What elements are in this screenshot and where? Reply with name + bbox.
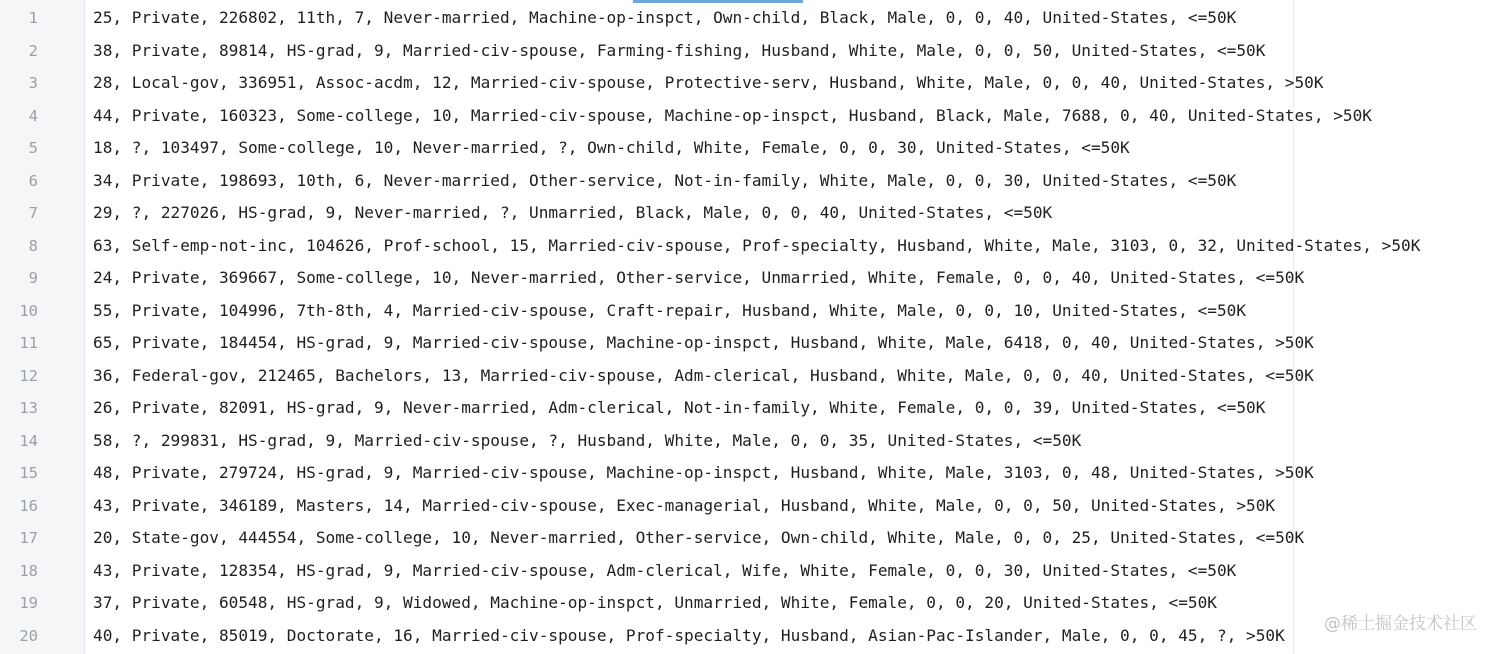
code-line[interactable]: [0, 130, 1499, 163]
code-line[interactable]: [0, 98, 1499, 131]
line-number: 8: [28, 236, 38, 255]
line-number: 2: [28, 41, 38, 60]
line-text[interactable]: 18, ?, 103497, Some-college, 10, Never-married, ?, Own-child, White, Female, 0, 0, 30, United-States, <=50K: [93, 138, 1130, 157]
code-line[interactable]: [0, 228, 1499, 261]
line-text[interactable]: 36, Federal-gov, 212465, Bachelors, 13, Married-civ-spouse, Adm-clerical, Husband, White, Male, 0, 0, 40, United-States, <=50K: [93, 365, 1314, 385]
line-number: 17: [19, 529, 38, 547]
code-line[interactable]: [0, 0, 1499, 33]
line-text[interactable]: 34, Private, 198693, 10th, 6, Never-married, Other-service, Not-in-family, White, Male, 0, 0, 30, United-States, <=50K: [93, 170, 1237, 190]
line-text[interactable]: 65, Private, 184454, HS-grad, 9, Married-civ-spouse, Machine-op-inspct, Husband, White, Male, 6418, 0, 40, United-States, >50K: [93, 333, 1314, 352]
code-line[interactable]: [0, 423, 1499, 456]
line-text[interactable]: 43, Private, 128354, HS-grad, 9, Married-civ-spouse, Adm-clerical, Wife, White, Female, 0, 0, 30, United-States, <=50K: [93, 560, 1237, 580]
code-line[interactable]: [0, 260, 1499, 293]
line-number: 11: [19, 334, 38, 352]
code-line[interactable]: [0, 358, 1499, 391]
line-text[interactable]: 44, Private, 160323, Some-college, 10, Married-civ-spouse, Machine-op-inspct, Husband, Black, Male, 7688, 0, 40, United-States, >50K: [93, 105, 1372, 125]
code-line[interactable]: [0, 618, 1499, 651]
line-number: 12: [19, 366, 38, 385]
line-number: 13: [19, 399, 38, 417]
code-line[interactable]: [0, 585, 1499, 618]
line-number: 9: [28, 269, 38, 287]
line-text[interactable]: 25, Private, 226802, 11th, 7, Never-married, Machine-op-inspct, Own-child, Black, Male, 0, 0, 40, United-States, <=50K: [93, 8, 1237, 27]
line-number: 6: [28, 171, 38, 190]
code-line[interactable]: [0, 325, 1499, 358]
line-number: 16: [19, 496, 38, 515]
line-number: 15: [19, 464, 38, 482]
line-text[interactable]: 38, Private, 89814, HS-grad, 9, Married-civ-spouse, Farming-fishing, Husband, White, Male, 0, 0, 50, United-States, <=50K: [93, 40, 1266, 60]
line-text[interactable]: 20, State-gov, 444554, Some-college, 10, Never-married, Other-service, Own-child, White, Male, 0, 0, 25, United-States, <=50K: [93, 528, 1305, 547]
line-number: 19: [19, 594, 38, 612]
line-text[interactable]: 37, Private, 60548, HS-grad, 9, Widowed, Machine-op-inspct, Unmarried, White, Female, 0, 0, 20, United-States, <=50K: [93, 593, 1217, 612]
code-line[interactable]: [0, 455, 1499, 488]
line-number: 7: [28, 204, 38, 222]
line-text[interactable]: 55, Private, 104996, 7th-8th, 4, Married-civ-spouse, Craft-repair, Husband, White, Male, 0, 0, 10, United-States, <=50K: [93, 300, 1247, 320]
line-text[interactable]: 48, Private, 279724, HS-grad, 9, Married-civ-spouse, Machine-op-inspct, Husband, White, Male, 3103, 0, 48, United-States, >50K: [93, 463, 1314, 482]
line-number: 1: [28, 9, 38, 27]
code-line[interactable]: [0, 33, 1499, 66]
line-number: 14: [19, 431, 38, 450]
code-line[interactable]: [0, 553, 1499, 586]
code-line[interactable]: [0, 195, 1499, 228]
code-line[interactable]: [0, 488, 1499, 521]
line-text[interactable]: 40, Private, 85019, Doctorate, 16, Married-civ-spouse, Prof-specialty, Husband, Asian-Pac-Islander, Male, 0, 0, 45, ?, >50K: [93, 625, 1285, 645]
watermark: @稀土掘金技术社区: [1322, 609, 1479, 634]
line-text[interactable]: 43, Private, 346189, Masters, 14, Married-civ-spouse, Exec-managerial, Husband, White, Male, 0, 0, 50, United-States, >50K: [93, 495, 1276, 515]
line-text[interactable]: 63, Self-emp-not-inc, 104626, Prof-school, 15, Married-civ-spouse, Prof-specialty, Husband, White, Male, 3103, 0, 32, United-States, >50K: [93, 235, 1421, 255]
line-text[interactable]: 26, Private, 82091, HS-grad, 9, Never-married, Adm-clerical, Not-in-family, White, Female, 0, 0, 39, United-States, <=50K: [93, 398, 1266, 417]
code-line[interactable]: [0, 65, 1499, 98]
line-number: 3: [28, 74, 38, 92]
code-line[interactable]: [0, 390, 1499, 423]
code-line[interactable]: [0, 520, 1499, 553]
line-number: 4: [28, 106, 38, 125]
line-text[interactable]: 28, Local-gov, 336951, Assoc-acdm, 12, Married-civ-spouse, Protective-serv, Husband, White, Male, 0, 0, 40, United-States, >50K: [93, 73, 1324, 92]
code-line[interactable]: [0, 163, 1499, 196]
line-number: 5: [28, 139, 38, 157]
line-text[interactable]: 24, Private, 369667, Some-college, 10, Never-married, Other-service, Unmarried, White, Female, 0, 0, 40, United-States, <=50K: [93, 268, 1305, 287]
line-text[interactable]: 58, ?, 299831, HS-grad, 9, Married-civ-spouse, ?, Husband, White, Male, 0, 0, 35, United-States, <=50K: [93, 430, 1082, 450]
code-line[interactable]: [0, 293, 1499, 326]
line-number: 10: [19, 301, 38, 320]
line-number: 20: [19, 626, 38, 645]
line-text[interactable]: 29, ?, 227026, HS-grad, 9, Never-married, ?, Unmarried, Black, Male, 0, 0, 40, United-States, <=50K: [93, 203, 1053, 222]
line-number: 18: [19, 561, 38, 580]
